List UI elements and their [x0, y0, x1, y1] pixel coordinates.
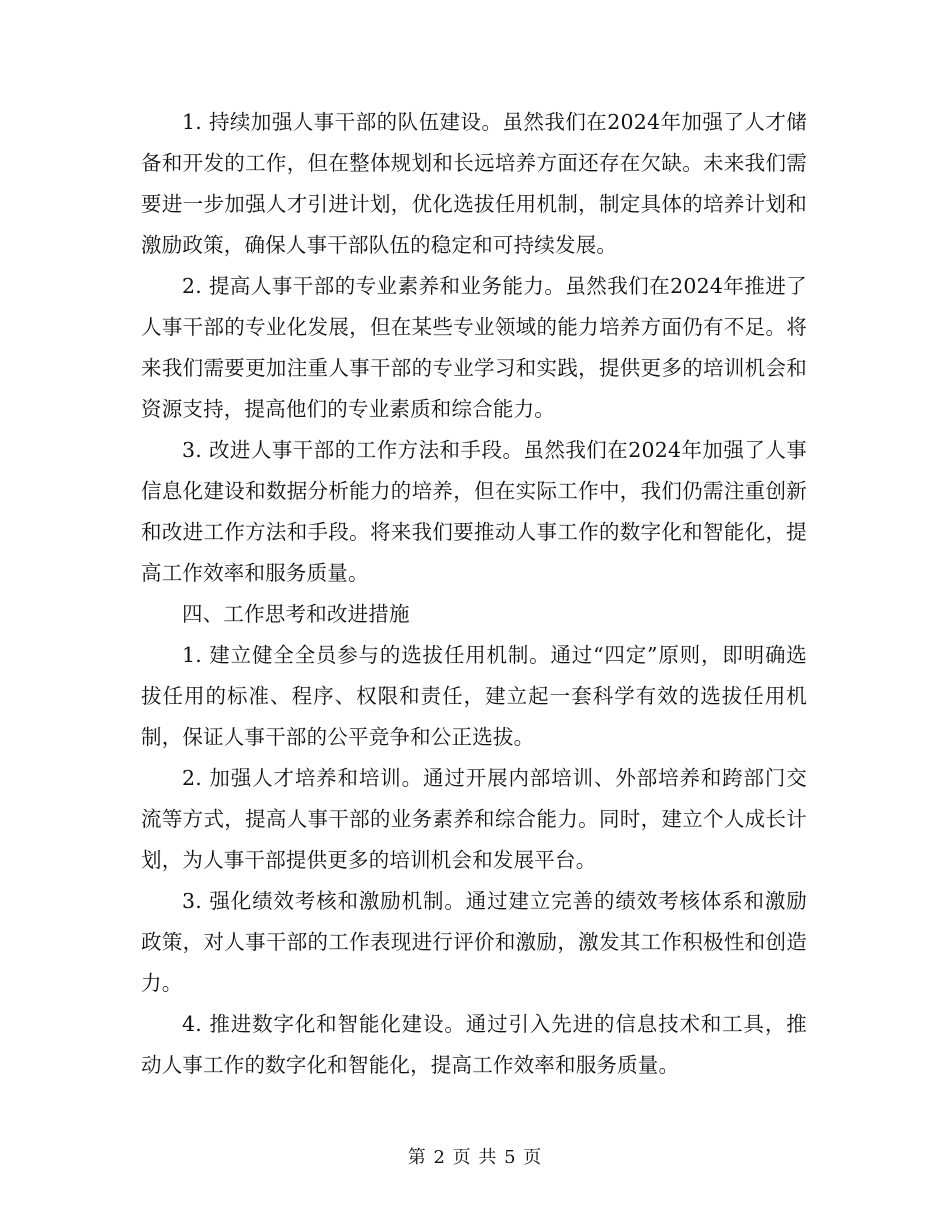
paragraph-7: 4. 推进数字化和智能化建设。通过引入先进的信息技术和工具，推动人事工作的数字化和智能化，提高工作效率和服务质量。 — [141, 1012, 807, 1077]
document-body — [141, 102, 807, 1086]
paragraph-6: 3. 强化绩效考核和激励机制。通过建立完善的绩效考核体系和激励政策，对人事干部的工作表现进行评价和激励，激发其工作积极性和创造力。 — [141, 889, 807, 995]
paragraph-5: 2. 加强人才培养和培训。通过开展内部培训、外部培养和跨部门交流等方式，提高人事干部的业务素养和综合能力。同时，建立个人成长计划，为人事干部提供更多的培训机会和发展平台。 — [141, 766, 807, 872]
paragraph-2: 2. 提高人事干部的专业素养和业务能力。虽然我们在2024年推进了人事干部的专业化发展，但在某些专业领域的能力培养方面仍有不足。将来我们需要更加注重人事干部的专业学习和实践，提供更多的培训机会和资源支持，提高他们的专业素质和综合能力。 — [141, 274, 807, 421]
paragraph-3: 3. 改进人事干部的工作方法和手段。虽然我们在2024年加强了人事信息化建设和数据分析能力的培养，但在实际工作中，我们仍需注重创新和改进工作方法和手段。将来我们要推动人事工作的数字化和智能化，提高工作效率和服务质量。 — [141, 438, 807, 585]
paragraph-4: 1. 建立健全全员参与的选拔任用机制。通过“四定”原则，即明确选拔任用的标准、程序、权限和责任，建立起一套科学有效的选拔任用机制，保证人事干部的公平竞争和公正选拔。 — [141, 643, 807, 749]
page-footer: 第 2 页 共 5 页 — [407, 1147, 543, 1168]
paragraph-1: 1. 持续加强人事干部的队伍建设。虽然我们在2024年加强了人才储备和开发的工作，但在整体规划和长远培养方面还存在欠缺。未来我们需要进一步加强人才引进计划，优化选拔任用机制，制定具体的培养计划和激励政策，确保人事干部队伍的稳定和可持续发展。 — [141, 110, 807, 257]
section-heading: 四、工作思考和改进措施 — [182, 602, 410, 626]
